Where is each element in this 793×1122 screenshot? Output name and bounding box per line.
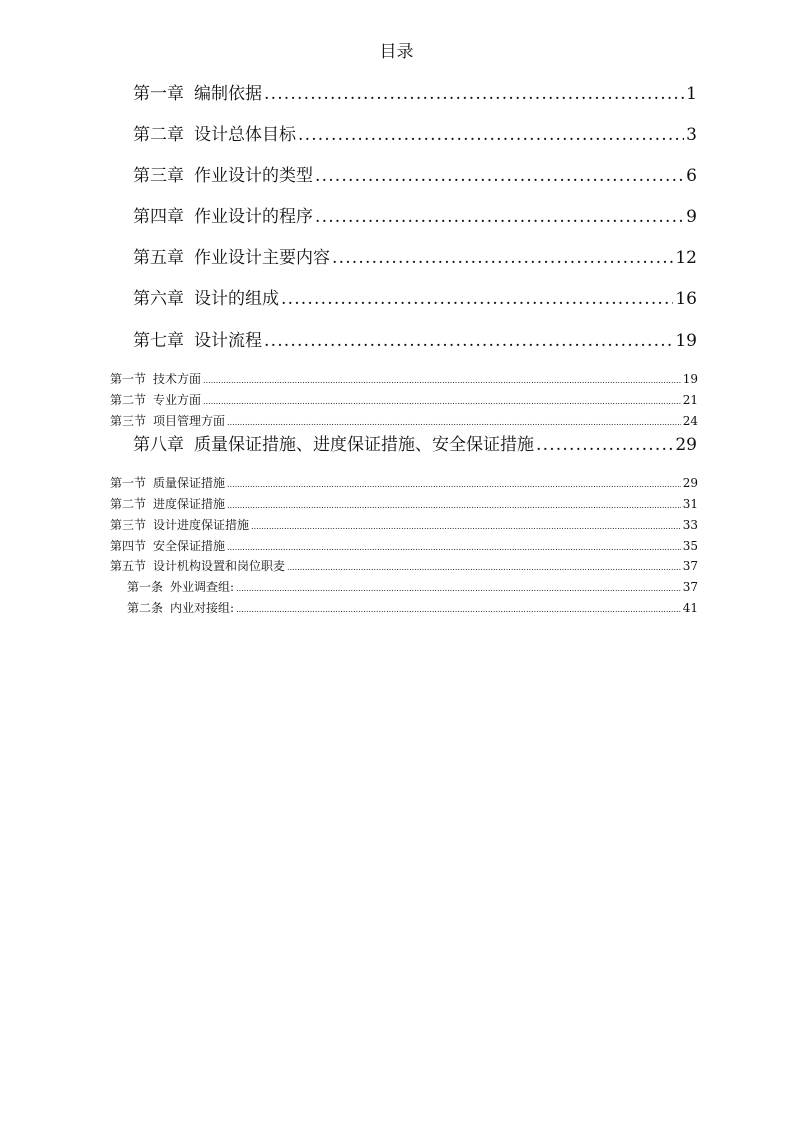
page-number: 29 (682, 476, 698, 490)
toc-entry-chapter-2[interactable] (133, 122, 697, 148)
toc-entry-chapter-5[interactable] (133, 245, 697, 271)
page-number: 21 (682, 393, 698, 407)
toc-entry-chapter-8[interactable] (133, 432, 697, 458)
dot-leader (264, 81, 684, 107)
section-label: 第四节 安全保证措施 (110, 539, 226, 553)
chapter-label: 第三章 作业设计的类型 (133, 166, 313, 186)
page-number: 19 (675, 331, 697, 351)
page-number: 3 (686, 125, 697, 145)
chapter-label: 第五章 作业设计主要内容 (133, 248, 330, 268)
page-number: 37 (682, 580, 698, 594)
section-label: 第二节 进度保证措施 (110, 497, 226, 511)
dot-leader (227, 412, 681, 432)
toc-entry-ch7-section-1[interactable] (110, 370, 698, 388)
dot-leader (315, 163, 684, 189)
toc-entry-article-2[interactable] (127, 599, 698, 617)
section-label: 第二节 专业方面 (110, 393, 202, 407)
dot-leader (227, 474, 681, 494)
section-label: 第五节 设计机构设置和岗位职麦 (110, 559, 286, 573)
dot-leader (203, 391, 681, 411)
page-number: 16 (675, 289, 697, 309)
chapter-label: 第六章 设计的组成 (133, 289, 279, 309)
toc-entry-ch8-section-4[interactable] (110, 537, 698, 555)
dot-leader (264, 328, 673, 354)
chapter-label: 第七章 设计流程 (133, 331, 262, 351)
page-number: 1 (686, 84, 697, 104)
page-number: 37 (682, 559, 698, 573)
article-label: 第二条 内业对接组: (127, 601, 235, 615)
toc-entry-ch8-section-3[interactable] (110, 516, 698, 534)
toc-entry-chapter-1[interactable] (133, 81, 697, 107)
chapter-label: 第二章 设计总体目标 (133, 125, 296, 145)
dot-leader (332, 245, 673, 271)
section-label: 第三节 项目管理方面 (110, 414, 226, 428)
page-number: 9 (686, 207, 697, 227)
toc-entry-ch7-section-3[interactable] (110, 412, 698, 430)
chapter-label: 第四章 作业设计的程序 (133, 207, 313, 227)
dot-leader (536, 432, 673, 458)
chapter-label: 第一章 编制依据 (133, 84, 262, 104)
page-number: 19 (682, 372, 698, 386)
toc-entry-ch8-section-1[interactable] (110, 474, 698, 492)
dot-leader (251, 516, 681, 536)
page-number: 41 (682, 601, 698, 615)
dot-leader (236, 578, 681, 598)
section-label: 第一节 质量保证措施 (110, 476, 226, 490)
dot-leader (227, 537, 681, 557)
toc-title: 目录 (379, 42, 414, 62)
page-number: 24 (682, 414, 698, 428)
chapter-label: 第八章 质量保证措施、进度保证措施、安全保证措施 (133, 435, 534, 455)
article-label: 第一条 外业调查组: (127, 580, 235, 594)
page-number: 12 (675, 248, 697, 268)
dot-leader (281, 286, 673, 312)
toc-entry-chapter-6[interactable] (133, 286, 697, 312)
section-label: 第一节 技术方面 (110, 372, 202, 386)
page-number: 35 (682, 539, 698, 553)
dot-leader (236, 599, 681, 619)
toc-entry-chapter-7[interactable] (133, 328, 697, 354)
page-number: 29 (675, 435, 697, 455)
dot-leader (203, 370, 681, 390)
page-number: 33 (682, 518, 698, 532)
page-number: 31 (682, 497, 698, 511)
dot-leader (227, 495, 681, 515)
dot-leader (287, 557, 681, 577)
page-number: 6 (686, 166, 697, 186)
toc-entry-ch8-section-5[interactable] (110, 557, 698, 575)
toc-entry-ch7-section-2[interactable] (110, 391, 698, 409)
section-label: 第三节 设计进度保证措施 (110, 518, 250, 532)
dot-leader (315, 204, 684, 230)
toc-entry-ch8-section-2[interactable] (110, 495, 698, 513)
toc-entry-chapter-3[interactable] (133, 163, 697, 189)
toc-entry-chapter-4[interactable] (133, 204, 697, 230)
dot-leader (298, 122, 684, 148)
toc-entry-article-1[interactable] (127, 578, 698, 596)
